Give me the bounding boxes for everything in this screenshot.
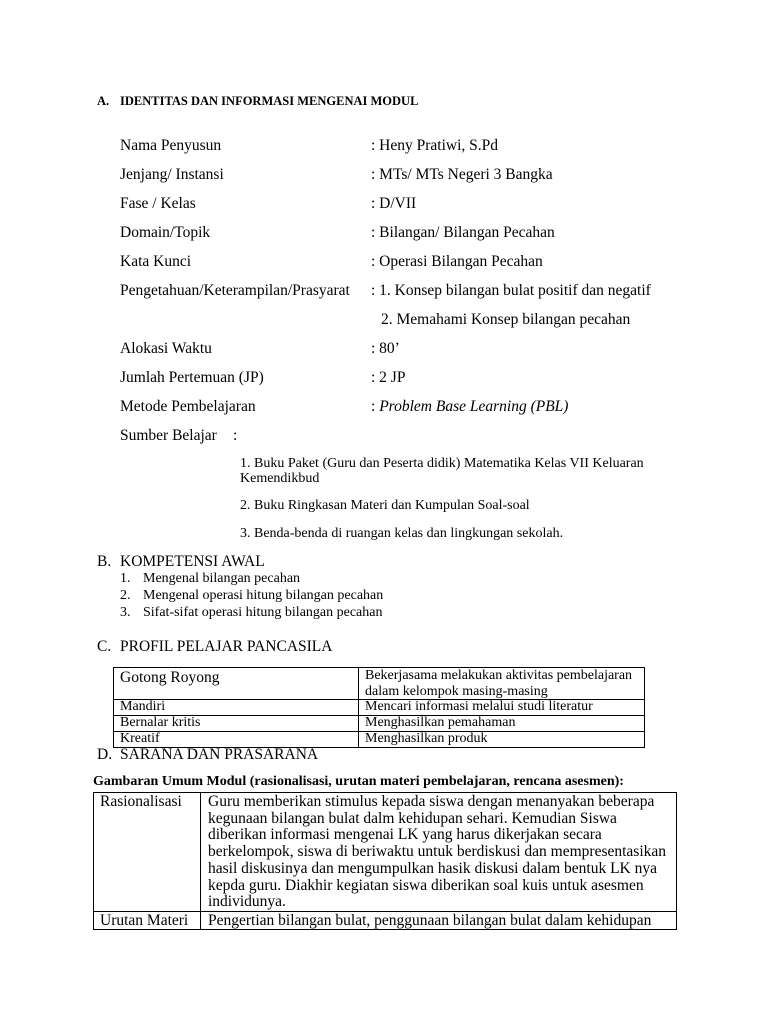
identity-label: Kata Kunci xyxy=(120,253,192,270)
list-item-text: Mengenal operasi hitung bilangan pecahan xyxy=(143,588,384,603)
identity-value: : Heny Pratiwi, S.Pd xyxy=(371,137,499,154)
list-item xyxy=(120,604,620,621)
list-item-number: 1. xyxy=(120,571,131,586)
table-cell-content: Pengertian bilangan bulat, penggunaan bilangan bulat dalam kehidupan xyxy=(201,912,677,930)
identity-label: Jenjang/ Instansi xyxy=(120,166,224,183)
identity-value: : D/VII xyxy=(371,195,417,212)
sumber-item: 2. Buku Ringkasan Materi dan Kumpulan Soal-soal xyxy=(240,498,530,513)
identity-value: : Bilangan/ Bilangan Pecahan xyxy=(371,224,555,241)
gambaran-umum-heading: Gambaran Umum Modul (rasionalisasi, urutan materi pembelajaran, rencana asesmen): xyxy=(93,774,624,789)
identity-value-prefix: : xyxy=(371,398,380,415)
table-cell-description: Mencari informasi melalui studi literatur xyxy=(359,700,645,716)
identity-value xyxy=(371,398,568,416)
identity-value: : 80’ xyxy=(371,340,400,357)
identity-row-alokasi-waktu xyxy=(120,340,680,369)
identity-row-nama-penyusun xyxy=(120,137,680,166)
gambaran-umum-table xyxy=(93,792,677,930)
identity-value: : 1. Konsep bilangan bulat positif dan negatif xyxy=(371,282,651,299)
list-item-number: 3. xyxy=(120,605,131,620)
profil-pancasila-table xyxy=(113,667,645,748)
table-cell-dimension: Kreatif xyxy=(114,732,359,748)
list-item-number: 2. xyxy=(120,588,131,603)
identity-colon: : xyxy=(233,427,238,444)
identity-value-italic: Problem Base Learning (PBL) xyxy=(379,398,569,415)
section-b-title: KOMPETENSI AWAL xyxy=(120,553,265,570)
identity-label: Sumber Belajar xyxy=(120,427,217,444)
table-cell-dimension: Gotong Royong xyxy=(114,668,359,700)
section-a-marker: A. xyxy=(97,94,110,108)
identity-value: : 2 JP xyxy=(371,369,406,386)
identity-label: Fase / Kelas xyxy=(120,195,196,212)
identity-row-jenjang xyxy=(120,166,680,195)
section-b-marker: B. xyxy=(97,553,112,570)
list-item xyxy=(120,587,620,604)
identity-row-domain-topik xyxy=(120,224,680,253)
sumber-item: 3. Benda-benda di ruangan kelas dan lingkungan sekolah. xyxy=(240,526,564,541)
identity-value: : MTs/ MTs Negeri 3 Bangka xyxy=(371,166,553,183)
identity-label: Alokasi Waktu xyxy=(120,340,212,357)
sumber-item: 1. Buku Paket (Guru dan Peserta didik) Matematika Kelas VII Keluaran Kemendikbud xyxy=(240,456,644,486)
table-cell-label: Urutan Materi xyxy=(94,912,201,930)
identity-value: 2. Memahami Konsep bilangan pecahan xyxy=(381,311,631,328)
identity-label: Domain/Topik xyxy=(120,224,211,241)
identity-row-sumber-belajar xyxy=(120,427,680,456)
section-a-title: IDENTITAS DAN INFORMASI MENGENAI MODUL xyxy=(120,94,419,108)
section-c-marker: C. xyxy=(97,638,112,655)
list-item-text: Sifat-sifat operasi hitung bilangan pecahan xyxy=(143,605,383,620)
identity-row-prasyarat-continued xyxy=(120,311,680,340)
table-cell-content: Guru memberikan stimulus kepada siswa dengan menanyakan beberapa kegunaan bilangan bulat dalm kehidupan sehari. Kemudian Siswa diberikan informasi mengenai LK yang harus dikerjakan secara berkelompok, siswa di beriwaktu untuk berdiskusi dan mempresentasikan hasil diskusinya dan mengumpulkan hasik diskusi dalam bentuk LK nya kepda guru. Diakhir kegiatan siswa diberikan soal kuis untuk asesmen individunya. xyxy=(201,793,677,912)
table-cell-description: Menghasilkan pemahaman xyxy=(359,716,645,732)
identity-row-kata-kunci xyxy=(120,253,680,282)
identity-row-fase-kelas xyxy=(120,195,680,224)
identity-label: Metode Pembelajaran xyxy=(120,398,256,415)
table-cell-description: Menghasilkan produk xyxy=(359,732,645,748)
identity-row-prasyarat xyxy=(120,282,680,311)
table-cell-dimension: Bernalar kritis xyxy=(114,716,359,732)
section-d-marker: D. xyxy=(97,746,113,763)
identity-row-metode xyxy=(120,398,680,427)
table-cell-dimension: Mandiri xyxy=(114,700,359,716)
module-identity-list xyxy=(120,137,680,456)
identity-row-jumlah-pertemuan xyxy=(120,369,680,398)
list-item-text: Mengenal bilangan pecahan xyxy=(143,571,301,586)
identity-label: Nama Penyusun xyxy=(120,137,222,154)
table-cell-label: Rasionalisasi xyxy=(94,793,201,912)
section-d-title: SARANA DAN PRASARANA xyxy=(120,746,319,763)
identity-value: : Operasi Bilangan Pecahan xyxy=(371,253,543,270)
identity-label: Pengetahuan/Keterampilan/Prasyarat xyxy=(120,282,350,299)
list-item xyxy=(120,570,620,587)
kompetensi-list xyxy=(120,570,620,621)
table-cell-description: Bekerjasama melakukan aktivitas pembelajaran dalam kelompok masing-masing xyxy=(359,668,645,700)
section-c-title: PROFIL PELAJAR PANCASILA xyxy=(120,638,333,655)
identity-label: Jumlah Pertemuan (JP) xyxy=(120,369,264,386)
